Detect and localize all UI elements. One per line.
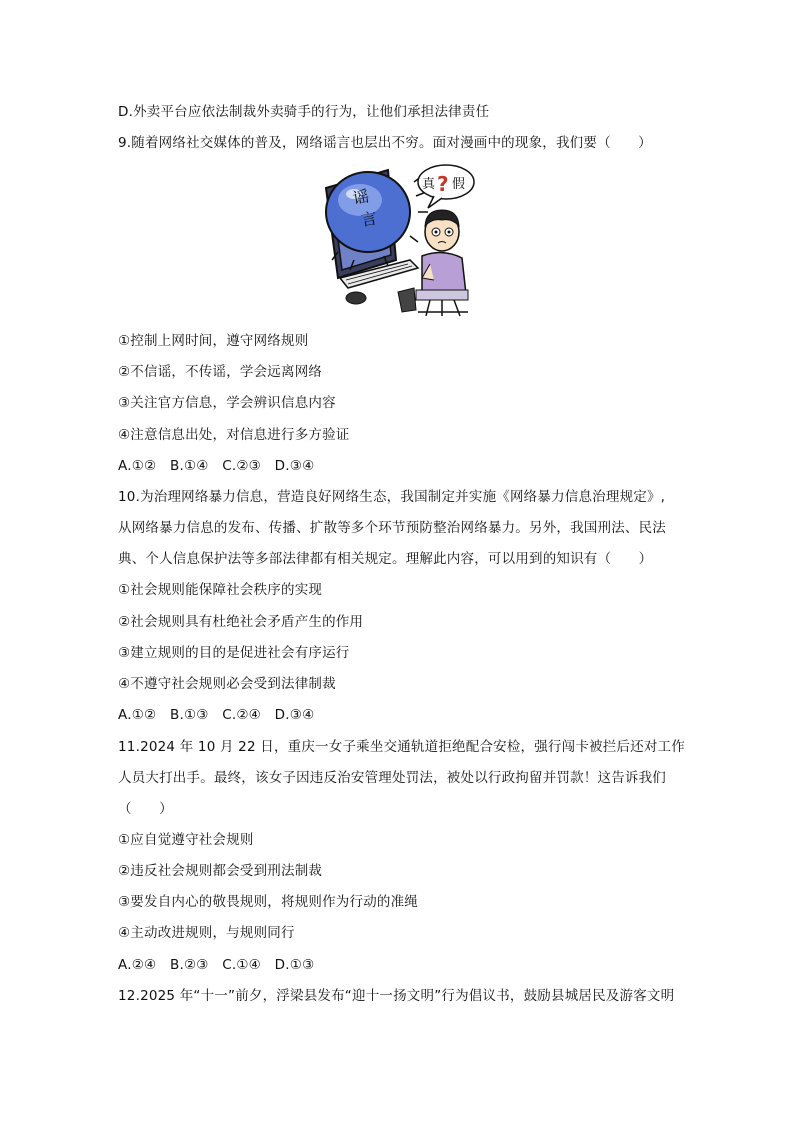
q10-option-4: ④不遵守社会规则必会受到法律制裁 [118,676,336,692]
question-9-stem: 9.随着网络社交媒体的普及，网络谣言也层出不穷。面对漫画中的现象，我们要（ ） [118,135,652,151]
question-10-stem-line-1: 10.为治理网络暴力信息，营造良好网络生态，我国制定并实施《网络暴力信息治理规定》, [118,489,666,505]
question-12-stem-line-1: 12.2025 年“十一”前夕，浮梁县发布“迎十一扬文明”行为倡议书，鼓励县城居民及游客文明 [118,988,675,1004]
question-11-stem-line-3: （ ） [118,801,173,817]
bubble-true-text: 真 [422,177,436,192]
question-10-stem-line-2: 从网络暴力信息的发布、传播、扩散等多个环节预防整治网络暴力。另外，我国刑法、民法 [118,520,666,536]
q11-option-2: ②违反社会规则都会受到刑法制裁 [118,863,323,879]
q9-option-4: ④注意信息出处，对信息进行多方验证 [118,427,350,443]
q11-option-3: ③要发自内心的敬畏规则，将规则作为行动的准绳 [118,894,419,910]
option-d-text: D.外卖平台应依法制裁外卖骑手的行为，让他们承担法律责任 [118,104,490,120]
q10-option-3: ③建立规则的目的是促进社会有序运行 [118,645,350,661]
q11-option-4: ④主动改进规则，与规则同行 [118,925,295,941]
screen-text-1: 谣 [351,186,371,208]
rumor-cartoon-illustration [318,160,476,320]
q11-option-1: ①应自觉遵守社会规则 [118,832,254,848]
q10-answer-choices: A.①② B.①③ C.②④ D.③④ [118,707,315,723]
bubble-question-mark: ? [437,172,449,196]
question-11-stem-line-1: 11.2024 年 10 月 22 日，重庆一女子乘坐交通轨道拒绝配合安检，强行闯卡被拦后还对工作 [118,739,685,755]
q9-option-3: ③关注官方信息，学会辨识信息内容 [118,395,336,411]
q9-option-2: ②不信谣，不传谣，学会远离网络 [118,364,323,380]
question-10-stem-line-3: 典、个人信息保护法等多部法律都有相关规定。理解此内容，可以用到的知识有（ ） [118,551,653,567]
question-11-stem-line-2: 人员大打出手。最终，该女子因违反治安管理处罚法，被处以行政拘留并罚款！这告诉我们 [118,770,666,786]
bubble-false-text: 假 [452,177,466,192]
q10-option-1: ①社会规则能保障社会秩序的实现 [118,582,323,598]
q9-answer-choices: A.①② B.①④ C.②③ D.③④ [118,458,315,474]
screen-text-2: 言 [359,208,379,230]
q11-answer-choices: A.②④ B.②③ C.①④ D.①③ [118,957,315,973]
q10-option-2: ②社会规则具有杜绝社会矛盾产生的作用 [118,614,364,630]
q9-option-1: ①控制上网时间，遵守网络规则 [118,333,309,349]
